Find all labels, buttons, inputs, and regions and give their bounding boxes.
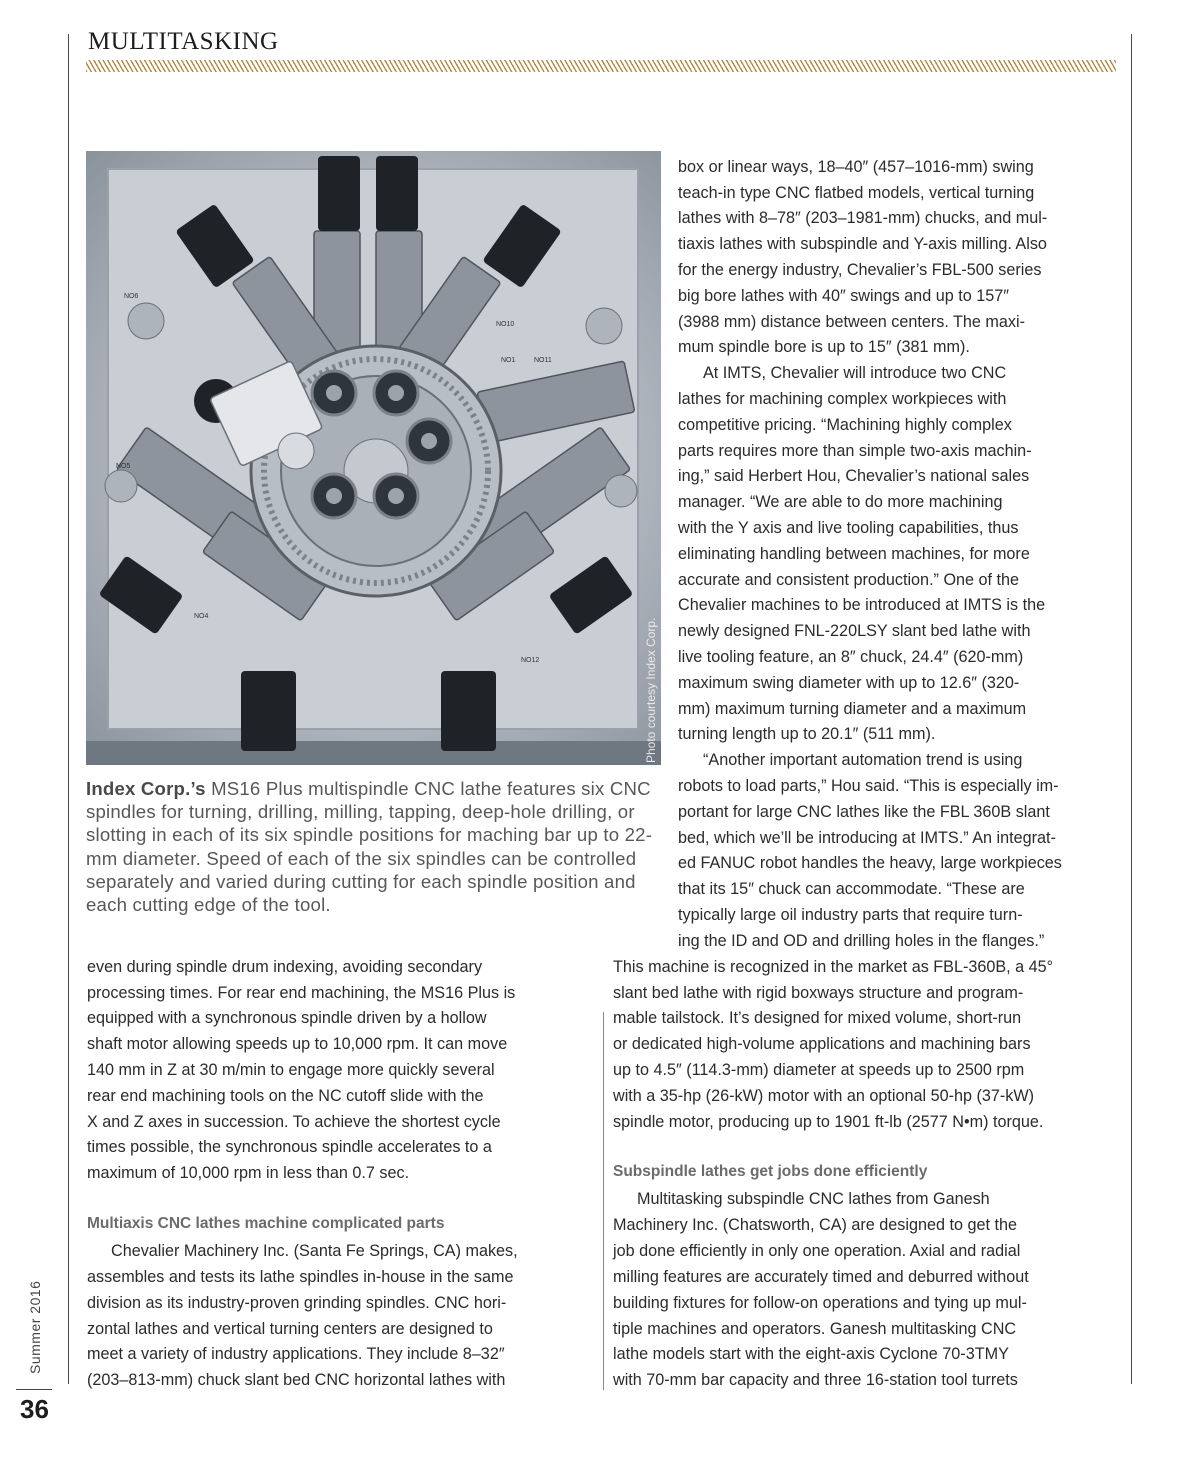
text-line: box or linear ways, 18–40″ (457–1016-mm) swing [678, 158, 1034, 176]
text-line: lathes for machining complex workpieces with [678, 390, 1007, 408]
text-line: lathe models start with the eight-axis Cyclone 70-3TMY [613, 1345, 1009, 1363]
text-line: This machine is recognized in the market as FBL-360B, a 45° [613, 958, 1054, 976]
machine-illustration [86, 151, 661, 765]
text-line: even during spindle drum indexing, avoiding secondary [87, 958, 483, 976]
subhead-subspindle: Subspindle lathes get jobs done efficiently [613, 1163, 928, 1180]
issue-date: Summer 2016 [27, 1280, 43, 1374]
photo-label-no4: NO4 [194, 613, 209, 620]
page-number: 36 [20, 1394, 49, 1424]
text-line: 140 mm in Z at 30 m/min to engage more quickly several [87, 1061, 495, 1079]
text-line: up to 4.5″ (114.3-mm) diameter at speeds up to 2500 rpm [613, 1061, 1025, 1079]
text-line: X and Z axes in succession. To achieve the shortest cycle [87, 1113, 501, 1131]
text-line: building fixtures for follow-on operations and tying up mul- [613, 1294, 1027, 1312]
text-line: Chevalier Machinery Inc. (Santa Fe Springs, CA) makes, [111, 1242, 518, 1260]
text-line: ing the ID and OD and drilling holes in the flanges.” [678, 932, 1045, 950]
photo-label-no1: NO1 [501, 357, 516, 364]
text-line: shaft motor allowing speeds up to 10,000 rpm. It can move [87, 1035, 508, 1053]
text-line: spindle motor, producing up to 1901 ft-lb (2577 N•m) torque. [613, 1113, 1044, 1131]
text-line: or dedicated high-volume applications and machining bars [613, 1035, 1031, 1053]
text-line: with a 35-hp (26-kW) motor with an optional 50-hp (37-kW) [613, 1087, 1035, 1105]
text-line: Chevalier machines to be introduced at IMTS is the [678, 596, 1046, 614]
text-line: equipped with a synchronous spindle driven by a hollow [87, 1009, 487, 1027]
photo-label-no10: NO10 [496, 321, 515, 328]
text-line: portant for large CNC lathes like the FBL 360B slant [678, 803, 1050, 821]
text-line: maximum of 10,000 rpm in less than 0.7 sec. [87, 1164, 410, 1182]
text-line: for the energy industry, Chevalier’s FBL-500 series [678, 261, 1042, 279]
text-line: manager. “We are able to do more machining [678, 493, 1003, 511]
text-line: big bore lathes with 40″ swings and up to 157″ [678, 287, 1009, 305]
section-header: MULTITASKING [88, 28, 279, 55]
text-line: live tooling feature, an 8″ chuck, 24.4″ (620-mm) [678, 648, 1024, 666]
left-margin-rule [68, 34, 69, 1384]
text-line: tiaxis lathes with subspindle and Y-axis milling. Also [678, 235, 1047, 253]
text-line: ing,” said Herbert Hou, Chevalier’s national sales [678, 467, 1030, 485]
text-line: At IMTS, Chevalier will introduce two CNC [703, 364, 1007, 382]
caption-lead: Index Corp.’s [86, 778, 206, 799]
text-line: milling features are accurately timed and deburred without [613, 1268, 1029, 1286]
text-line: accurate and consistent production.” One of the [678, 571, 1020, 589]
photo-label-no12: NO12 [521, 657, 540, 664]
text-line: Multitasking subspindle CNC lathes from Ganesh [637, 1190, 990, 1208]
text-line: parts requires more than simple two-axis machin- [678, 442, 1032, 460]
text-line: competitive pricing. “Machining highly complex [678, 416, 1012, 434]
text-line: mable tailstock. It’s designed for mixed volume, short-run [613, 1009, 1022, 1027]
text-line: job done efficiently in only one operation. Axial and radial [613, 1242, 1021, 1260]
text-line: assembles and tests its lathe spindles in-house in the same [87, 1268, 514, 1286]
folio-rule [16, 1389, 52, 1390]
photo-caption [86, 777, 658, 916]
text-line: newly designed FNL-220LSY slant bed lathe with [678, 622, 1031, 640]
text-line: typically large oil industry parts that require turn- [678, 906, 1023, 924]
text-line: robots to load parts,” Hou said. “This is especially im- [678, 777, 1059, 795]
text-line: maximum swing diameter with up to 12.6″ (320- [678, 674, 1020, 692]
text-line: bed, which we’ll be introducing at IMTS.” An integrat- [678, 829, 1056, 847]
text-line: Machinery Inc. (Chatsworth, CA) are designed to get the [613, 1216, 1017, 1234]
text-line: teach-in type CNC flatbed models, vertical turning [678, 184, 1035, 202]
text-line: times possible, the synchronous spindle accelerates to a [87, 1138, 492, 1156]
photo-label-no11: NO11 [534, 357, 552, 364]
text-line: processing times. For rear end machining, the MS16 Plus is [87, 984, 516, 1002]
text-line: (3988 mm) distance between centers. The maxi- [678, 313, 1025, 331]
subhead-multiaxis: Multiaxis CNC lathes machine complicated parts [87, 1215, 445, 1232]
text-line: division as its industry-proven grinding spindles. CNC hori- [87, 1294, 507, 1312]
text-line: (203–813-mm) chuck slant bed CNC horizontal lathes with [87, 1371, 506, 1389]
text-line: “Another important automation trend is using [703, 751, 1023, 769]
text-line: with 70-mm bar capacity and three 16-station tool turrets [613, 1371, 1018, 1389]
text-line: zontal lathes and vertical turning centers are designed to [87, 1320, 493, 1338]
text-line: tiple machines and operators. Ganesh multitasking CNC [613, 1320, 1017, 1338]
text-line: mum spindle bore is up to 15″ (381 mm). [678, 338, 970, 356]
text-line: ed FANUC robot handles the heavy, large workpieces [678, 854, 1062, 872]
text-line: that its 15″ chuck can accommodate. “These are [678, 880, 1025, 898]
caption-body: MS16 Plus multispindle CNC lathe features six CNC spindles for turning, drilling, milling, tapping, deep-hole drilling, or slotting in each of its six spindle positions for maching bar up to 22-mm diameter. Speed of each of the six spindles can be controlled separately and varied during cutting for each spindle position and each cutting edge of the tool. [86, 778, 653, 916]
photo-credit: Photo courtesy Index Corp. [644, 617, 658, 763]
photo-label-no6: NO6 [124, 293, 139, 300]
text-line: eliminating handling between machines, for more [678, 545, 1030, 563]
header-hatch-rule [86, 60, 1116, 72]
text-line: mm) maximum turning diameter and a maximum [678, 700, 1027, 718]
text-line: with the Y axis and live tooling capabilities, thus [678, 519, 1019, 537]
machine-photo [86, 151, 661, 765]
text-line: lathes with 8–78″ (203–1981-mm) chucks, and mul- [678, 209, 1048, 227]
text-line: slant bed lathe with rigid boxways structure and program- [613, 984, 1024, 1002]
right-margin-rule [1131, 34, 1132, 1384]
text-line: turning length up to 20.1″ (511 mm). [678, 725, 936, 743]
text-line: rear end machining tools on the NC cutoff slide with the [87, 1087, 484, 1105]
photo-label-no5: NO5 [116, 463, 131, 470]
column-divider [603, 1012, 604, 1390]
text-line: meet a variety of industry applications. They include 8–32″ [87, 1345, 505, 1363]
